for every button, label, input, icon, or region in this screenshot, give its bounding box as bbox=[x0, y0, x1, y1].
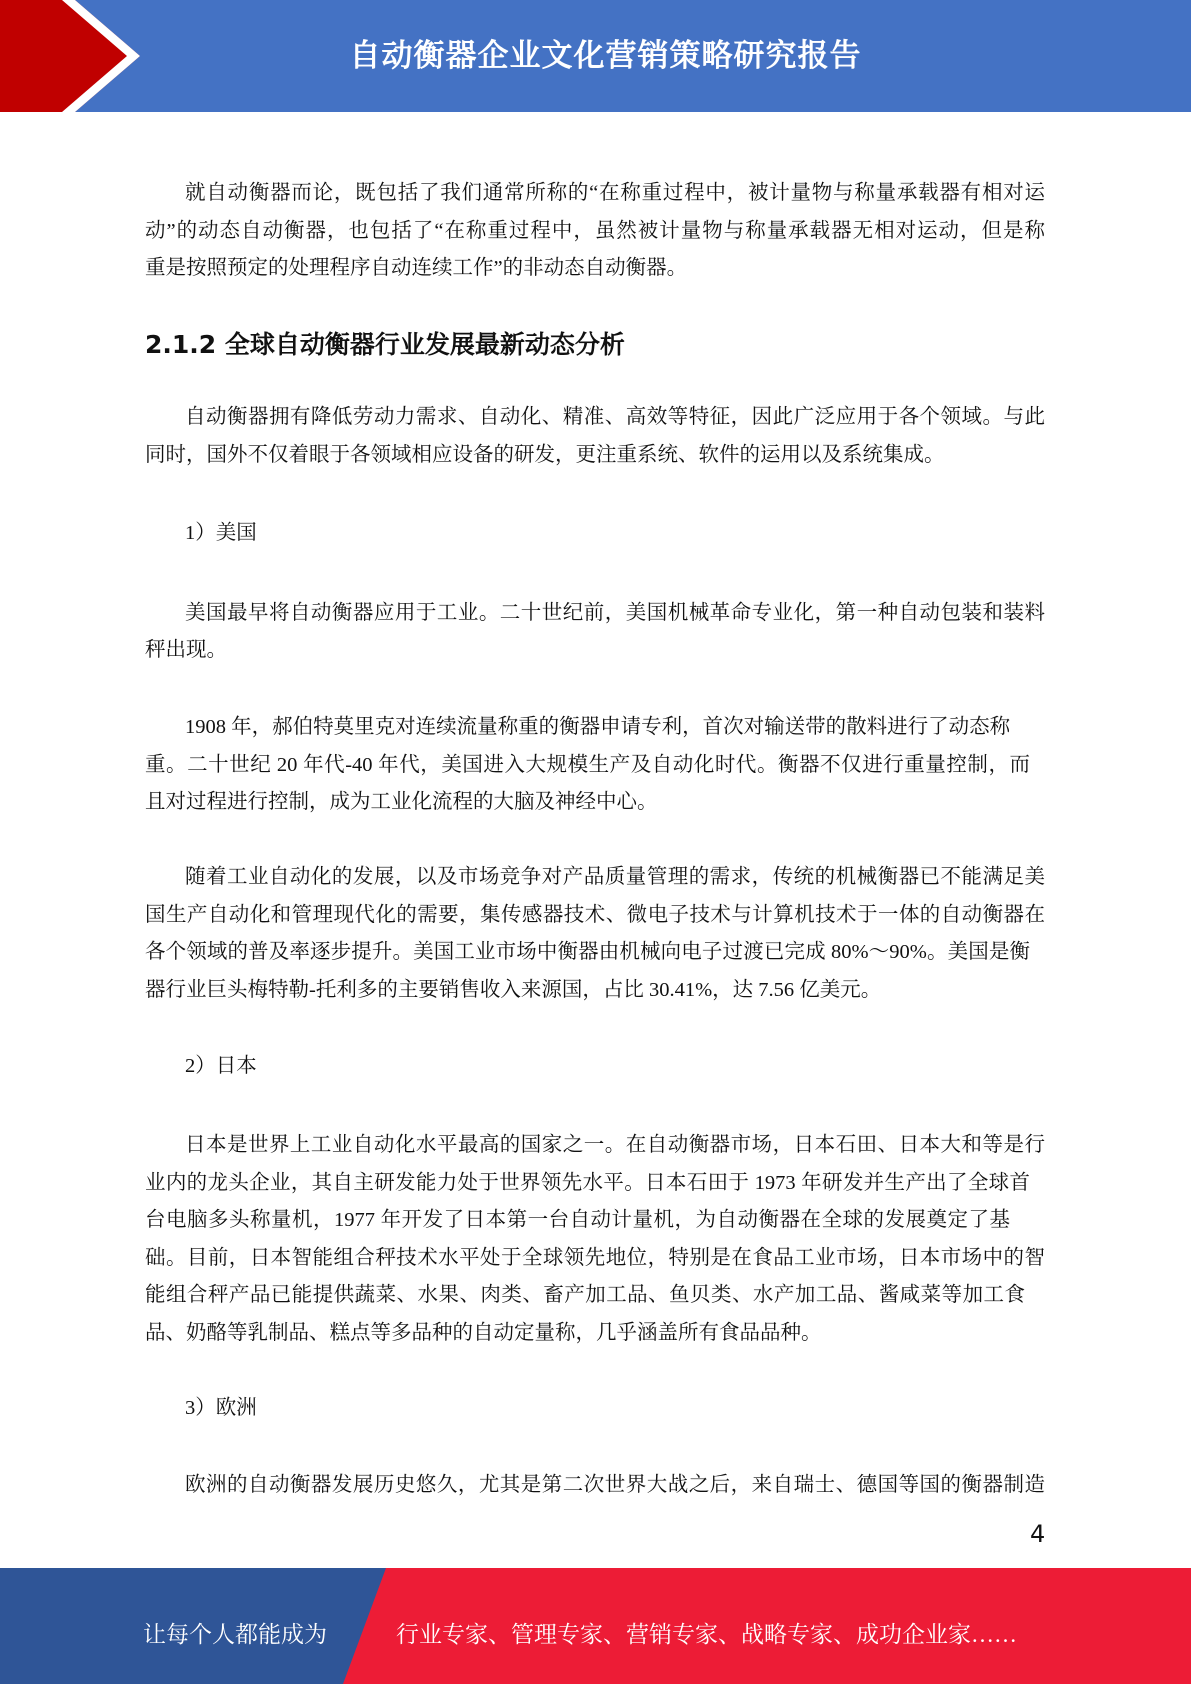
page-number: 4 bbox=[1030, 1520, 1046, 1548]
subsection-label: 1）美国 bbox=[185, 522, 257, 544]
footer-slogan-left: 让每个人都能成为 bbox=[143, 1622, 327, 1647]
header-banner bbox=[0, 0, 1191, 112]
footer-slogan-right: 行业专家、管理专家、营销专家、战略专家、成功企业家…… bbox=[396, 1622, 1017, 1647]
paragraph-line: 国生产自动化和管理现代化的需要，集传感器技术、微电子技术与计算机技术于一体的自动衡器在 bbox=[145, 904, 1045, 926]
section-heading: 2.1.2 全球自动衡器行业发展最新动态分析 bbox=[145, 330, 625, 359]
paragraph-line: 动”的动态自动衡器，也包括了“在称重过程中，虽然被计量物与称量承载器无相对运动，但是称 bbox=[145, 220, 1045, 242]
paragraph-line: 重是按照预定的处理程序自动连续工作”的非动态自动衡器。 bbox=[145, 257, 688, 279]
paragraph-line: 品、奶酪等乳制品、糕点等多品种的自动定量称，几乎涵盖所有食品品种。 bbox=[145, 1322, 822, 1344]
paragraph-line: 1908 年，郝伯特莫里克对连续流量称重的衡器申请专利，首次对输送带的散料进行了动态称 bbox=[185, 716, 1011, 738]
paragraph-line: 业内的龙头企业，其自主研发能力处于世界领先水平。日本石田于 1973 年研发并生产出了全球首 bbox=[145, 1172, 1030, 1194]
paragraph-line: 各个领域的普及率逐步提升。美国工业市场中衡器由机械向电子过渡已完成 80%～90%。美国是衡 bbox=[145, 941, 1030, 963]
paragraph-line: 自动衡器拥有降低劳动力需求、自动化、精准、高效等特征，因此广泛应用于各个领域。与此 bbox=[185, 406, 1045, 428]
report-title: 自动衡器企业文化营销策略研究报告 bbox=[349, 38, 862, 74]
paragraph-line: 重。二十世纪 20 年代-40 年代，美国进入大规模生产及自动化时代。衡器不仅进行重量控制，而 bbox=[145, 754, 1030, 776]
paragraph-line: 台电脑多头称量机，1977 年开发了日本第一台自动计量机，为自动衡器在全球的发展奠定了基 bbox=[145, 1209, 1010, 1231]
paragraph-line: 欧洲的自动衡器发展历史悠久，尤其是第二次世界大战之后，来自瑞士、德国等国的衡器制造 bbox=[185, 1474, 1045, 1496]
paragraph-line: 秤出现。 bbox=[145, 639, 227, 661]
paragraph-line: 器行业巨头梅特勒-托利多的主要销售收入来源国，占比 30.41%，达 7.56 亿美元。 bbox=[145, 979, 882, 1001]
paragraph-line: 能组合秤产品已能提供蔬菜、水果、肉类、畜产加工品、鱼贝类、水产加工品、酱咸菜等加工食 bbox=[145, 1284, 1025, 1306]
subsection-label: 2）日本 bbox=[185, 1055, 257, 1077]
paragraph-line: 随着工业自动化的发展，以及市场竞争对产品质量管理的需求，传统的机械衡器已不能满足美 bbox=[185, 866, 1045, 888]
paragraph-line: 日本是世界上工业自动化水平最高的国家之一。在自动衡器市场，日本石田、日本大和等是行 bbox=[185, 1134, 1045, 1156]
paragraph-line: 美国最早将自动衡器应用于工业。二十世纪前，美国机械革命专业化，第一种自动包装和装料 bbox=[185, 602, 1045, 624]
paragraph-line: 同时，国外不仅着眼于各领域相应设备的研发，更注重系统、软件的运用以及系统集成。 bbox=[145, 444, 945, 466]
subsection-label: 3）欧洲 bbox=[185, 1397, 257, 1419]
paragraph-line: 础。目前，日本智能组合秤技术水平处于全球领先地位，特别是在食品工业市场，日本市场中的智 bbox=[145, 1247, 1045, 1269]
paragraph-line: 且对过程进行控制，成为工业化流程的大脑及神经中心。 bbox=[145, 791, 658, 813]
paragraph-line: 就自动衡器而论，既包括了我们通常所称的“在称重过程中，被计量物与称量承载器有相对运 bbox=[185, 182, 1045, 204]
